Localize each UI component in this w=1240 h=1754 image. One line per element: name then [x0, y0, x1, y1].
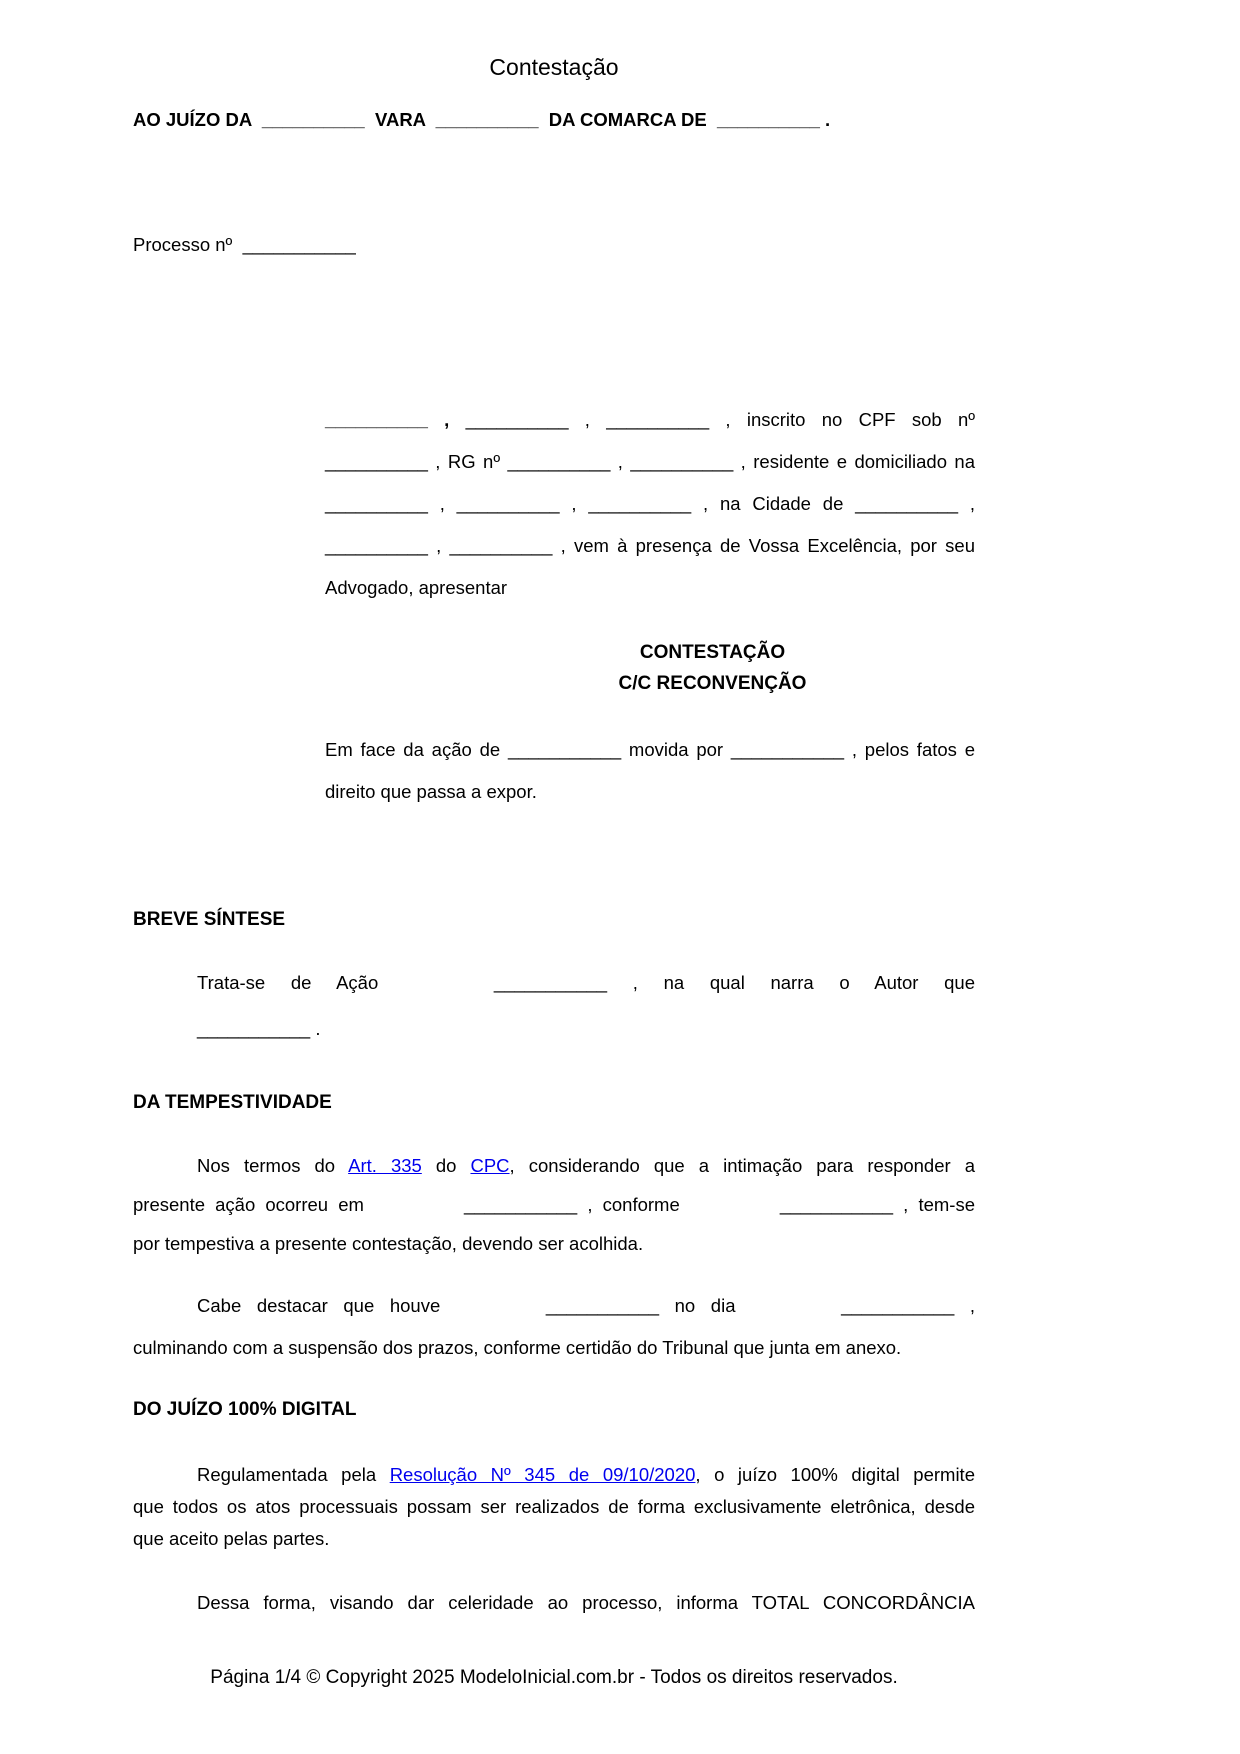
text-line — [133, 1224, 975, 1263]
text-run: VARA — [364, 109, 436, 130]
text-line — [325, 441, 975, 483]
blank-field: __________ — [456, 493, 560, 514]
text-run: Regulamentada pela — [197, 1464, 390, 1485]
dessa-forma-paragraph — [133, 1582, 975, 1624]
text-run: , inscrito no CPF sob nº — [709, 409, 976, 430]
text-line — [133, 105, 975, 135]
text-run: Trata-se de Ação — [197, 972, 404, 993]
document-title: Contestação — [489, 54, 619, 80]
text-run: , — [559, 493, 589, 514]
text-run: , na Cidade de — [691, 493, 856, 514]
text-run — [449, 409, 465, 430]
text-run: , pelos fatos e — [844, 739, 975, 760]
text-line — [133, 1285, 975, 1327]
spacer — [404, 988, 494, 989]
regulamentada-paragraph — [133, 1459, 975, 1555]
text-run: presente ação ocorreu em — [133, 1194, 375, 1215]
blank-field: ___________ — [779, 1194, 894, 1215]
blank-field: __________ — [588, 493, 692, 514]
blank-field: ___________ — [841, 1295, 955, 1316]
text-line — [133, 1491, 975, 1523]
text-run: movida por — [621, 739, 731, 760]
contestacao-heading-line2: C/C RECONVENÇÃO — [618, 673, 807, 694]
page-footer-copyright: Página 1/4 © Copyright 2025 ModeloInicial.com.br - Todos os direitos reservados. — [210, 1667, 898, 1688]
blank-field: ___________ — [197, 1018, 311, 1039]
trata-se-paragraph — [197, 960, 975, 1052]
text-run: Nos termos do — [197, 1155, 349, 1176]
text-run: , — [568, 409, 607, 430]
text-run: , RG nº — [427, 451, 508, 472]
text-run: Dessa forma, visando dar celeridade ao processo, informa TOTAL CONCORDÂNCIA — [197, 1592, 975, 1613]
text-run: , na qual narra o Autor que — [607, 972, 975, 993]
spacer — [751, 1311, 841, 1312]
text-line — [325, 483, 975, 525]
text-line — [197, 960, 975, 1006]
text-run: no dia — [659, 1295, 752, 1316]
blank-field: ___________ — [493, 972, 608, 993]
blank-field: __________ — [717, 109, 820, 130]
text-run: Processo nº — [133, 234, 243, 255]
text-run: , o juízo 100% digital permite — [695, 1464, 975, 1485]
text-run: direito que passa a expor. — [325, 781, 537, 802]
party-qualification-paragraph — [325, 399, 975, 609]
text-run: do — [421, 1155, 471, 1176]
text-run: , tem-se — [893, 1194, 975, 1215]
text-line — [133, 1327, 975, 1369]
legal-reference-link[interactable]: CPC — [470, 1155, 510, 1176]
contestacao-heading-line1: CONTESTAÇÃO — [639, 642, 786, 663]
text-run: Advogado, apresentar — [325, 577, 508, 598]
text-run: , — [610, 451, 631, 472]
blank-field: __________ — [325, 409, 428, 430]
text-run: . — [310, 1018, 321, 1039]
blank-field: __________ — [261, 109, 365, 130]
blank-field: ___________ — [507, 739, 622, 760]
text-run: AO JUÍZO DA — [133, 109, 262, 130]
text-run: . — [819, 109, 831, 130]
spacer — [374, 1210, 464, 1211]
section-heading-breve-sintese: BREVE SÍNTESE — [133, 909, 286, 930]
blank-field: __________ — [507, 451, 611, 472]
section-heading-tempestividade: DA TEMPESTIVIDADE — [133, 1092, 332, 1113]
text-run: Cabe destacar que houve — [197, 1295, 456, 1316]
text-line — [325, 771, 975, 813]
text-line — [325, 525, 975, 567]
text-line — [325, 399, 975, 441]
text-run: que todos os atos processuais possam ser realizados de forma exclusivamente eletrônica, desde — [133, 1496, 975, 1517]
blank-field: __________ — [325, 451, 428, 472]
blank-field: __________ — [630, 451, 734, 472]
text-run: Em face da ação de — [325, 739, 508, 760]
spacer — [456, 1311, 546, 1312]
text-run: que aceito pelas partes. — [133, 1528, 330, 1549]
text-line — [133, 1523, 975, 1555]
text-run: , vem à presença de Vossa Excelência, por seu — [552, 535, 976, 556]
em-face-paragraph — [325, 729, 975, 813]
legal-reference-link[interactable]: Resolução Nº 345 de 09/10/2020 — [389, 1464, 696, 1485]
text-line — [133, 1185, 975, 1224]
text-run: culminando com a suspensão dos prazos, conforme certidão do Tribunal que junta em anexo. — [133, 1337, 902, 1358]
text-line — [325, 567, 975, 609]
blank-field: __________ — [435, 109, 539, 130]
text-run: por tempestiva a presente contestação, devendo ser acolhida. — [133, 1233, 644, 1254]
text-run: , — [427, 493, 457, 514]
text-run-bold: , — [427, 409, 450, 430]
legal-reference-link[interactable]: Art. 335 — [348, 1155, 422, 1176]
cabe-destacar-paragraph — [133, 1285, 975, 1369]
blank-field: ___________ — [242, 234, 356, 255]
text-run: , considerando que a intimação para responder a — [509, 1155, 976, 1176]
text-run: , — [954, 1295, 976, 1316]
blank-field: __________ — [606, 409, 710, 430]
nos-termos-paragraph — [133, 1146, 975, 1263]
text-run: , conforme — [577, 1194, 690, 1215]
text-run: , — [958, 493, 976, 514]
blank-field: __________ — [449, 535, 553, 556]
blank-field: ___________ — [730, 739, 845, 760]
text-run: , residente e domiciliado na — [733, 451, 976, 472]
text-line — [133, 230, 975, 260]
text-line — [133, 1146, 975, 1185]
process-number-line — [133, 230, 975, 260]
blank-field: ___________ — [464, 1194, 578, 1215]
blank-field: __________ — [325, 493, 428, 514]
spacer — [690, 1210, 780, 1211]
blank-field: __________ — [325, 535, 428, 556]
blank-field: __________ — [855, 493, 959, 514]
text-line — [133, 1582, 975, 1624]
blank-field: __________ — [465, 409, 569, 430]
addressing-line — [133, 105, 975, 135]
text-line — [325, 729, 975, 771]
blank-field: ___________ — [545, 1295, 660, 1316]
section-heading-juizo-digital: DO JUÍZO 100% DIGITAL — [133, 1399, 357, 1420]
contestacao-heading — [450, 637, 975, 699]
text-line — [197, 1006, 975, 1052]
text-run: DA COMARCA DE — [538, 109, 718, 130]
text-line — [133, 1459, 975, 1491]
text-run: , — [427, 535, 450, 556]
